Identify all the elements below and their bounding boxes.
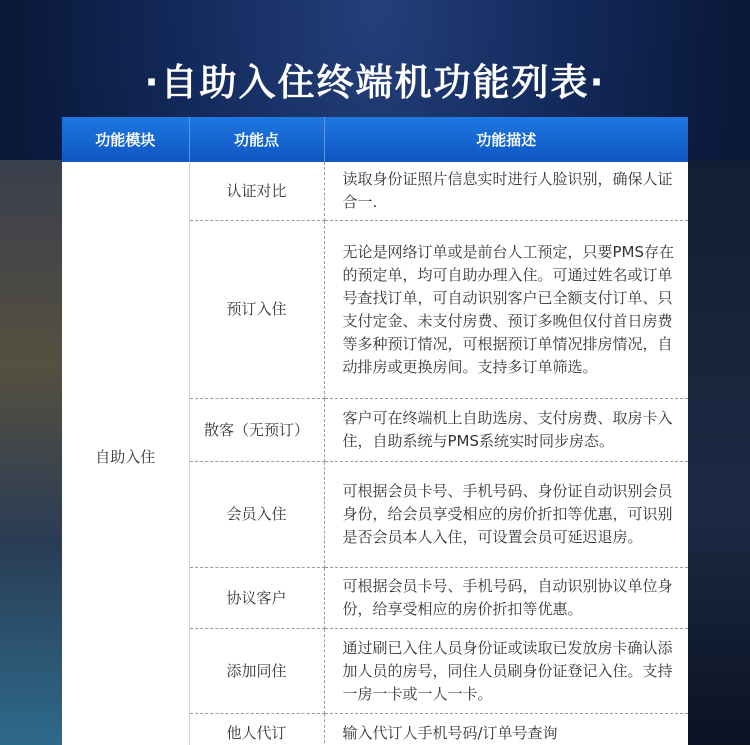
background-hotel-photo-right xyxy=(688,160,750,745)
header-description: 功能描述 xyxy=(324,117,688,162)
table-row xyxy=(62,162,688,221)
feature-point: 他人代订 xyxy=(189,714,324,745)
feature-table xyxy=(62,117,688,745)
table-header-row xyxy=(62,117,688,162)
feature-description: 读取身份证照片信息实时进行人脸识别，确保人证合一. xyxy=(324,162,688,221)
feature-table-container xyxy=(62,117,688,745)
feature-point: 添加同住 xyxy=(189,629,324,714)
feature-point: 协议客户 xyxy=(189,568,324,629)
feature-point: 散客（无预订） xyxy=(189,399,324,462)
feature-point: 预订入住 xyxy=(189,221,324,399)
feature-description: 通过刷已入住人员身份证或读取已发放房卡确认添加人员的房号，同住人员刷身份证登记入住。支持一房一卡或一人一卡。 xyxy=(324,629,688,714)
feature-point: 会员入住 xyxy=(189,462,324,568)
header-point: 功能点 xyxy=(189,117,324,162)
feature-description: 无论是网络订单或是前台人工预定，只要PMS存在的预定单，均可自助办理入住。可通过姓名或订单号查找订单，可自动识别客户已全额支付订单、只支付定金、未支付房费、预订多晚但仅付首日房费等多种预订情况，可根据预订单情况排房情况，自动排房或更换房间。支持多订单筛选。 xyxy=(324,221,688,399)
feature-description: 可根据会员卡号、手机号码，自动识别协议单位身份，给享受相应的房价折扣等优惠。 xyxy=(324,568,688,629)
feature-point: 认证对比 xyxy=(189,162,324,221)
header-module: 功能模块 xyxy=(62,117,189,162)
background-hotel-photo-left xyxy=(0,160,62,745)
feature-description: 输入代订人手机号码/订单号查询 xyxy=(324,714,688,745)
page-title: ·自助入住终端机功能列表· xyxy=(144,61,606,104)
feature-description: 客户可在终端机上自助选房、支付房费、取房卡入住，自助系统与PMS系统实时同步房态。 xyxy=(324,399,688,462)
module-cell: 自助入住 xyxy=(62,162,189,745)
feature-description: 可根据会员卡号、手机号码、身份证自动识别会员身份，给会员享受相应的房价折扣等优惠，可识别是否会员本人入住，可设置会员可延迟退房。 xyxy=(324,462,688,568)
